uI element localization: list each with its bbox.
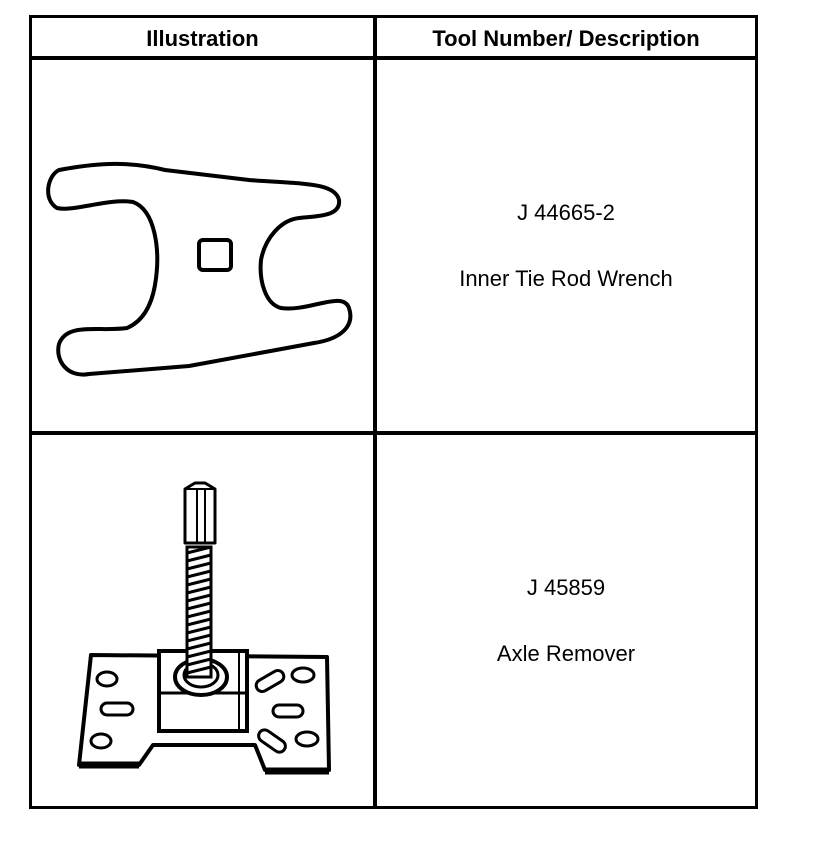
header-illustration: Illustration	[146, 25, 259, 51]
tool-description: Axle Remover	[496, 640, 636, 666]
row-2-description	[377, 435, 755, 806]
row-1-description	[377, 60, 755, 431]
tool-number: J 44665-2	[517, 199, 615, 225]
tool-number: J 45859	[526, 574, 606, 600]
tool-description: Inner Tie Rod Wrench	[459, 265, 673, 291]
header-tool-description: Tool Number/ Description	[432, 25, 700, 51]
tool-table	[29, 15, 758, 809]
axle-remover-icon	[29, 435, 373, 806]
wrench-icon	[29, 60, 373, 431]
